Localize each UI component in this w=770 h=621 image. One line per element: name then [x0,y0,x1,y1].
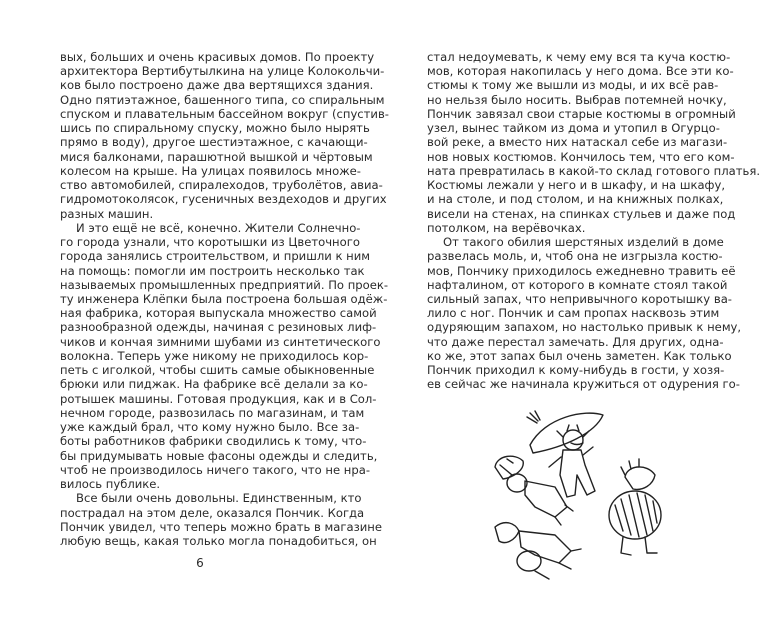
text-line: ко же, этот запах был очень заметен. Как только [427,348,732,363]
text-line: сильный запах, что непривычного коротышку ва- [427,291,732,306]
text-line: и на столе, и под столом, и на книжных полках, [427,192,724,207]
text-line: От такого обилия шерстяных изделий в доме [443,235,724,250]
illustration-shorties-icon [475,395,670,595]
text-line: нов новых костюмов. Кончилось тем, что его ком- [427,149,735,164]
text-line: нечном городе, развозилась по магазинам, и там [60,405,365,420]
text-line: вилось публике. [60,477,161,492]
text-line: мов, которая накопилась у него дома. Все эти ко- [427,64,734,79]
text-line: города занялись строительством, и пришли к ним [60,249,371,264]
text-line: узел, вынес тайком из дома и утопил в Огурцо- [427,121,720,136]
text-line: колесом на крыше. На улицах появилось множе- [60,163,361,178]
text-line: вых, больших и очень красивых домов. По проекту [60,50,375,64]
figure-lying [495,523,581,579]
text-line: развелась моль, и, чтоб она не изгрызла костю- [427,249,723,264]
text-line: разнообразной одежды, начиная с резиновых лиф- [60,320,377,335]
text-line: мися балконами, парашютной вышкой и чёртовым [60,149,373,164]
text-line: мов, Пончику приходилось ежедневно травить её [427,263,736,278]
text-line: стюмы к тому же вышли из моды, и их всё рав- [427,78,719,93]
text-line: ков было построено даже два вертящихся здания. [60,78,374,93]
right-text-column [427,50,761,392]
text-line: Все были очень довольны. Единственным, кто [76,491,362,506]
left-text-column [60,50,389,548]
text-line: чиков и кончая зимними шубами из синтетического [60,334,381,349]
text-line: Пончик приходил к кому-нибудь в гости, у хозя- [427,363,725,378]
text-line: что даже перестал замечать. Для других, одна- [427,334,724,349]
page-number: 6 [196,556,204,570]
text-line: спуском и плавательным бассейном вокруг (спустив- [60,106,389,121]
text-line: чтоб не производилось ничего такого, что не нра- [60,462,371,477]
text-line: разных машин. [60,206,154,221]
text-line: петь с иголкой, чтобы сшить самые обыкновенные [60,363,375,378]
text-line: Костюмы лежали у него и в шкафу, и на шкафу, [427,178,726,193]
text-line: ная фабрика, которая выпускала множество самой [60,306,377,321]
text-line: Пончик завязал свои старые костюмы в огромный [427,106,736,121]
text-line: Одно пятиэтажное, башенного типа, со спиральным [60,92,385,107]
text-line: стал недоумевать, к чему ему вся та куча костю- [427,50,731,64]
text-line: нафталином, от которого в комнате стоял такой [427,277,728,292]
text-line: го города узнали, что коротышки из Цветочного [60,235,360,250]
text-line: брюки или пиджак. На фабрике всё делали за ко- [60,377,368,392]
text-line: лило с ног. Пончик и сам пропах насквозь этим [427,306,720,321]
text-line: вой реке, а вместо них натаскал себе из магази- [427,135,728,150]
text-line: пострадал на этом деле, оказался Пончик. Когда [60,505,365,520]
text-line: уже каждый брал, что кому нужно было. Все за- [60,420,360,435]
text-line: ство автомобилей, спиралеходов, труболётов, авиа- [60,178,383,193]
text-line: на помощь: помогли им построить несколько так [60,263,365,278]
figure-striped [609,459,661,555]
text-line: ротышек машины. Готовая продукция, как и в Сол- [60,391,377,406]
text-line: архитектора Вертибутылкина на улице Колокольчи- [60,64,385,79]
text-line: боты работников фабрики сводились к тому, что- [60,434,367,449]
text-line: называемых промышленных предприятий. По проек- [60,277,389,292]
text-line: потолком, на верёвочках. [427,220,586,235]
text-line: Пончик увидел, что теперь можно брать в магазине [60,519,382,534]
text-line: ту инженера Клёпки была построена большая одёж- [60,291,388,306]
text-line: одуряющим запахом, но настолько привык к нему, [427,320,742,335]
text-line: волокна. Теперь уже никому не приходилось кор- [60,348,369,363]
text-line: бы придумывать новые фасоны одежды и следить, [60,448,378,463]
text-line: прямо в воду), другое шестиэтажное, с качающи- [60,135,368,150]
text-line: но нельзя было носить. Выбрав потемней ночку, [427,92,727,107]
text-line: висели на стенах, на спинках стульев и даже под [427,206,736,221]
text-line: шись по спиральному спуску, можно было нырять [60,121,370,136]
text-line: любую вещь, какая только могла понадобиться, он [60,533,377,548]
text-line: ната превратилась в какой-то склад готового платья. [427,163,761,178]
text-line: И это ещё не всё, конечно. Жители Солнечно- [76,220,361,235]
text-line: ев сейчас же начинала кружиться от одурения го- [427,377,740,392]
text-line: гидромотоколясок, гусеничных вездеходов и других [60,192,387,207]
